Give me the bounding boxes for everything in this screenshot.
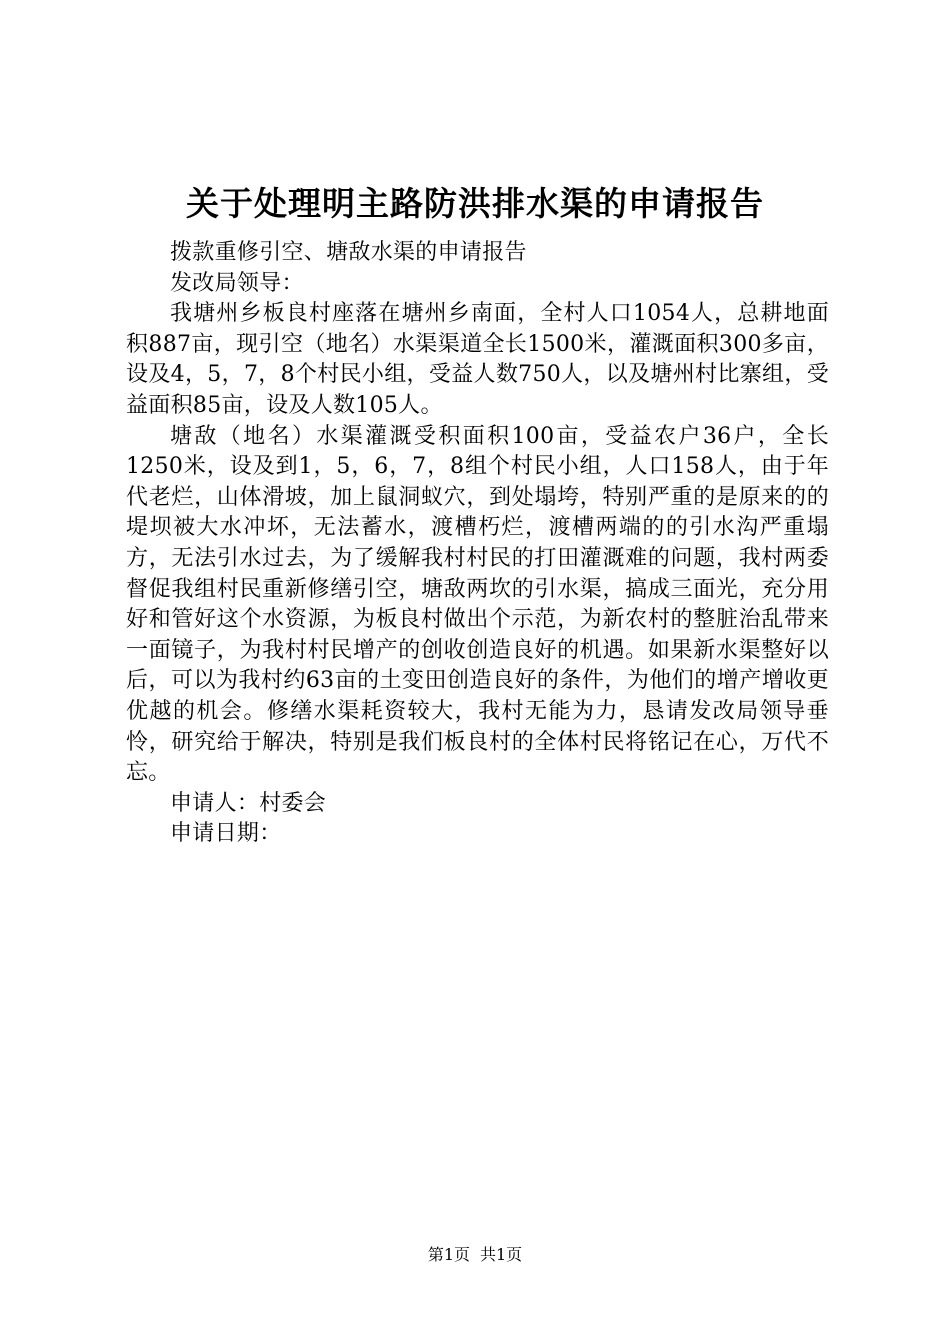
page-number: 第1页 (427, 1245, 470, 1264)
page-total: 共1页 (480, 1245, 523, 1264)
document-body (126, 238, 829, 850)
date-line: 申请日期： (170, 821, 282, 847)
page-footer (0, 1244, 950, 1266)
subtitle-line: 拨款重修引空、塘敌水渠的申请报告 (170, 240, 527, 265)
body-paragraph-2: 塘敌（地名）水渠灌溉受积面积100亩，受益农户36户，全长1250米，设及到1，5，6，7，8组个村民小组，人口158人，由于年代老烂，山体滑坡，加上鼠洞蚁穴，到处塌垮，特别严重的是原来的的堤坝被大水冲坏，无法蓄水，渡槽朽烂，渡槽两端的的引水沟严重塌方，无法引水过去，为了缓解我村村民的打田灌溉难的问题，我村两委督促我组村民重新修缮引空，塘敌两坎的引水渠，搞成三面光，充分用好和管好这个水资源，为板良村做出个示范，为新农村的整脏治乱带来一面镜子，为我村村民增产的创收创造良好的机遇。如果新水渠整好以后，可以为我村约63亩的土变田创造良好的条件，为他们的增产增收更优越的机会。修缮水渠耗资较大，我村无能为力，恳请发改局领导垂怜，研究给于解决，特别是我们板良村的全体村民将铭记在心，万代不忘。 (126, 423, 829, 786)
salutation: 发改局领导： (170, 270, 304, 296)
applicant-line: 申请人：村委会 (170, 790, 327, 816)
body-paragraph-1: 我塘州乡板良村座落在塘州乡南面，全村人口1054人，总耕地面积887亩，现引空（地名）水渠渠道全长1500米，灌溉面积300多亩，设及4，5，7，8个村民小组，受益人数750人，以及塘州村比寨组，受益面积85亩，设及人数105人。 (126, 301, 829, 418)
document-title: 关于处理明主路防洪排水渠的申请报告 (186, 184, 764, 223)
